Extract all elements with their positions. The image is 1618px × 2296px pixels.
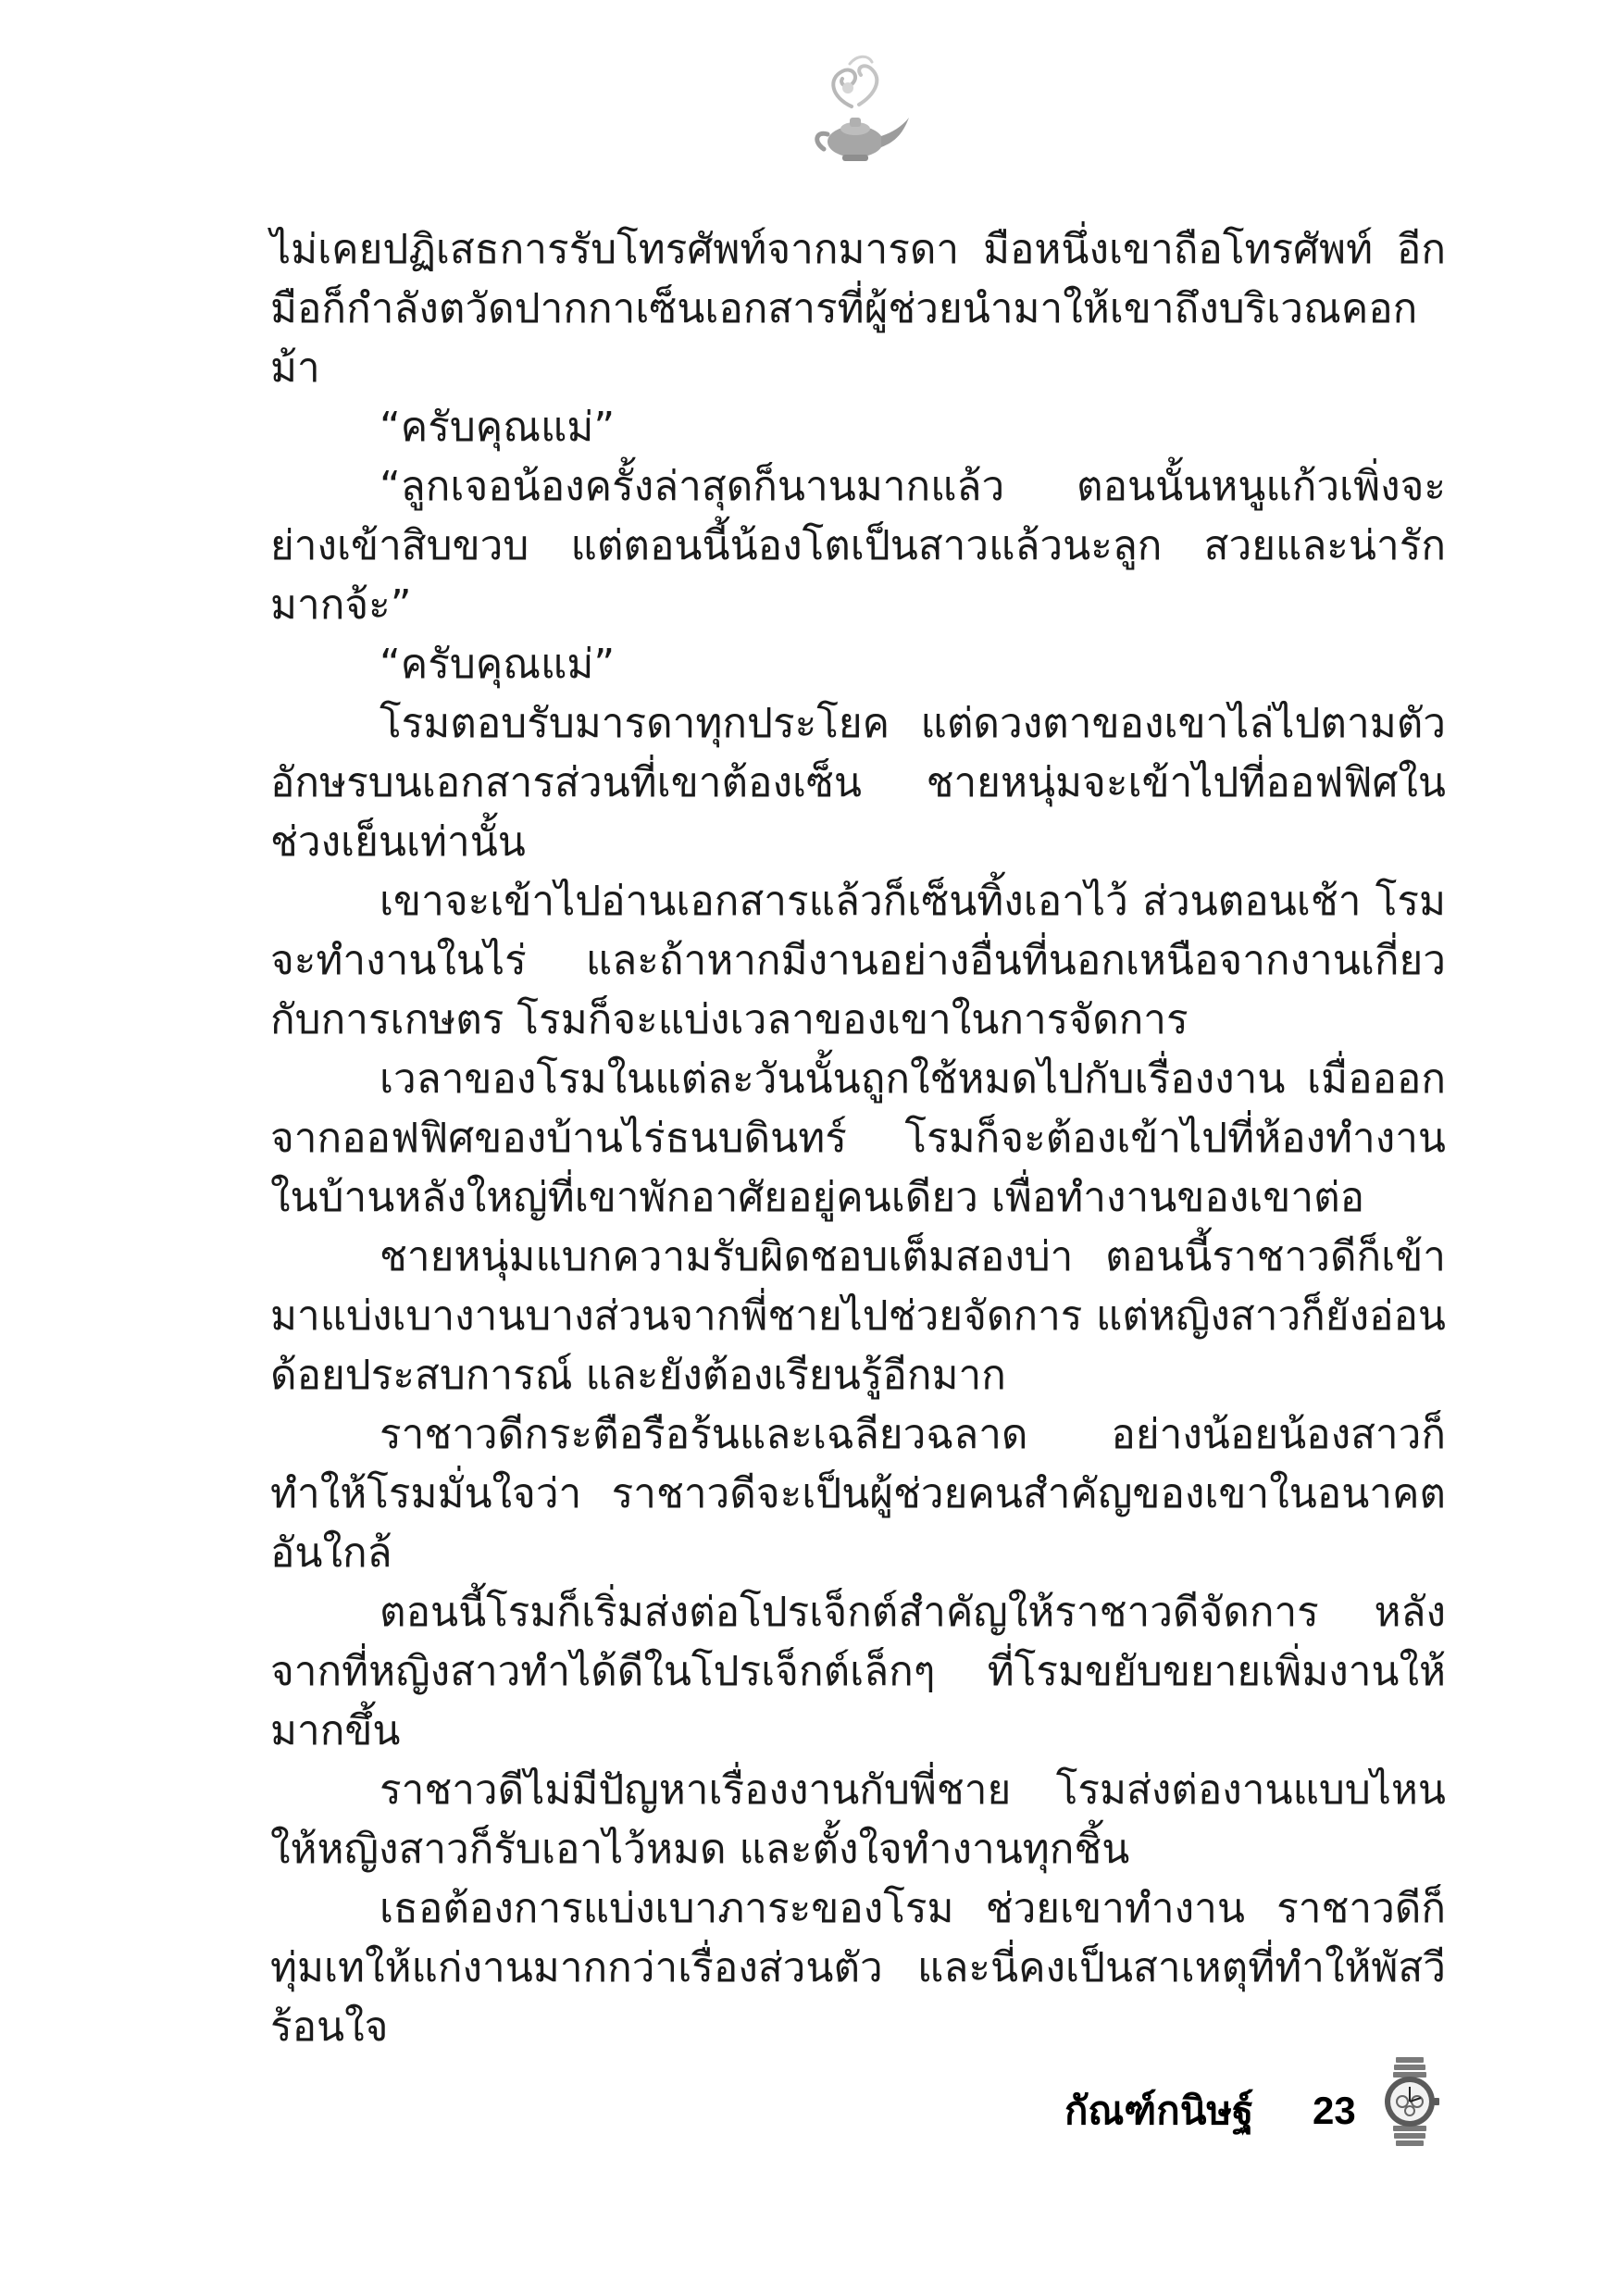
page-number: 23 [1313,2089,1356,2132]
paragraph-4-dialogue: “ครับคุณแม่” [380,641,616,688]
paragraph-2-dialogue: “ครับคุณแม่” [380,404,616,451]
genie-lamp-icon [794,51,915,171]
paragraph-6: เขาจะเข้าไปอ่านเอกสารแล้วก็เซ็นทิ้งเอาไว้ ส่วนตอนเช้า โรมจะทำงานในไร่ และถ้าหากมีงานอย่างอื่นที่นอกเหนือจากงานเกี่ยวกับการเกษตร โรมก็จะแบ่งเวลาของเขาในการจัดการ [270,878,1446,1043]
paragraph-5: โรมตอบรับมารดาทุกประโยค แต่ดวงตาของเขาไล่ไปตามตัวอักษรบนเอกสารส่วนที่เขาต้องเซ็น ชายหนุ่มจะเข้าไปที่ออฟฟิศในช่วงเย็นเท่านั้น [270,700,1446,866]
paragraph-3-dialogue: “ลูกเจอน้องครั้งล่าสุดก็นานมากแล้ว ตอนนั้นหนูแก้วเพิ่งจะย่างเข้าสิบขวบ แต่ตอนนี้น้องโตเป็นสาวแล้วนะลูก สวยและน่ารักมากจ้ะ” [270,463,1446,629]
paragraph-1: ไม่เคยปฏิเสธการรับโทรศัพท์จากมารดา มือหนึ่งเขาถือโทรศัพท์ อีกมือก็กำลังตวัดปากกาเซ็นเอกสารที่ผู้ช่วยนำมาให้เขาถึงบริเวณคอกม้า [270,226,1446,392]
wristwatch-icon [1377,2057,1442,2146]
paragraph-12: เธอต้องการแบ่งเบาภาระของโรม ช่วยเขาทำงาน ราชาวดีก็ทุ่มเทให้แก่งานมากกว่าเรื่องส่วนตัว และนี่คงเป็นสาเหตุที่ทำให้พัสวีร้อนใจ [270,1885,1446,2051]
paragraph-8: ชายหนุ่มแบกความรับผิดชอบเต็มสองบ่า ตอนนี้ราชาวดีก็เข้ามาแบ่งเบางานบางส่วนจากพี่ชายไปช่วยจัดการ แต่หญิงสาวก็ยังอ่อนด้อยประสบการณ์ และยังต้องเรียนรู้อีกมาก [270,1233,1446,1399]
paragraph-11: ราชาวดีไม่มีปัญหาเรื่องงานกับพี่ชาย โรมส่งต่องานแบบไหนให้หญิงสาวก็รับเอาไว้หมด และตั้งใจทำงานทุกชิ้น [270,1766,1446,1873]
paragraph-9: ราชาวดีกระตือรือร้นและเฉลียวฉลาด อย่างน้อยน้องสาวก็ทำให้โรมมั่นใจว่า ราชาวดีจะเป็นผู้ช่วยคนสำคัญของเขาในอนาคตอันใกล้ [270,1411,1446,1577]
book-title: กัณฑ์กนิษฐ์ [1064,2088,1254,2133]
paragraph-10: ตอนนี้โรมก็เริ่มส่งต่อโปรเจ็กต์สำคัญให้ราชาวดีจัดการ หลังจากที่หญิงสาวทำได้ดีในโปรเจ็กต์เล็กๆ ที่โรมขยับขยายเพิ่มงานให้มากขึ้น [270,1589,1446,1754]
body-text [270,220,1446,2057]
paragraph-7: เวลาของโรมในแต่ละวันนั้นถูกใช้หมดไปกับเรื่องงาน เมื่อออกจากออฟฟิศของบ้านไร่ธนบดินทร์ โรมก็จะต้องเข้าไปที่ห้องทำงานในบ้านหลังใหญ่ที่เขาพักอาศัยอยู่คนเดียว เพื่อทำงานของเขาต่อ [270,1055,1446,1221]
